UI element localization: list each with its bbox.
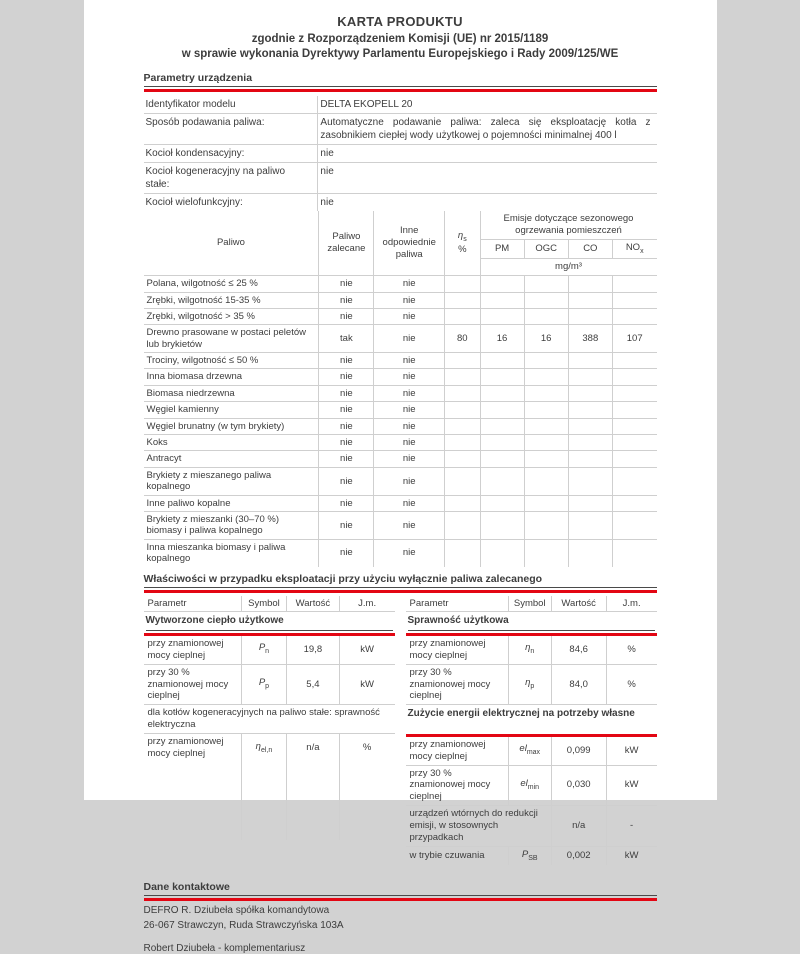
fuel-ogc [524, 467, 568, 495]
fuel-ogc [524, 385, 568, 401]
param-value: 19,8 [287, 636, 340, 664]
fuel-ogc [524, 308, 568, 324]
fuel-pm [480, 385, 524, 401]
info-value: nie [318, 144, 657, 162]
table-row [144, 292, 657, 308]
fuel-nox [612, 418, 656, 434]
table-row [144, 162, 657, 193]
fuel-pm [480, 402, 524, 418]
table-row [144, 734, 395, 762]
other-fuel-column-header: Inne odpowiednie paliwa [374, 211, 445, 276]
param-symbol: $el_{min}$ [508, 765, 551, 806]
fuel-recommended: nie [319, 435, 374, 451]
fuel-name: Węgiel kamienny [144, 402, 319, 418]
fuel-pm [480, 539, 524, 566]
fuel-name: Koks [144, 435, 319, 451]
param-unit: kW [339, 636, 394, 664]
fuel-co [568, 385, 612, 401]
fuel-name: Polana, wilgotność ≤ 25 % [144, 276, 319, 292]
fuel-name: Inne paliwo kopalne [144, 495, 319, 511]
fuel-recommended: nie [319, 467, 374, 495]
fuel-other: nie [374, 353, 445, 369]
symbol-column-header: Symbol [508, 596, 551, 612]
fuel-eta [445, 435, 480, 451]
fuel-recommended: nie [319, 539, 374, 566]
table-row [406, 664, 657, 705]
emissions-unit-header: mg/m³ [480, 259, 657, 276]
table-row [144, 385, 657, 401]
document-title: KARTA PRODUKTU [337, 14, 463, 29]
fuel-nox [612, 292, 656, 308]
fuel-nox [612, 435, 656, 451]
document-page [84, 0, 717, 954]
fuel-co: 388 [568, 325, 612, 353]
fuel-co [568, 512, 612, 540]
info-value: nie [318, 162, 657, 193]
param-unit: - [606, 806, 656, 847]
subsection-heading: Sprawność użytkowa [406, 612, 657, 633]
fuel-ogc [524, 292, 568, 308]
fuel-ogc [524, 539, 568, 566]
fuel-pm [480, 495, 524, 511]
value-column-header: Wartość [287, 596, 340, 612]
param-unit: % [606, 636, 656, 664]
value-column-header: Wartość [551, 596, 606, 612]
fuel-nox [612, 385, 656, 401]
param-value: 0,030 [551, 765, 606, 806]
fuel-nox: 107 [612, 325, 656, 353]
fuel-eta [445, 418, 480, 434]
fuel-other: nie [374, 325, 445, 353]
representative: Robert Dziubeła - komplementariusz [143, 943, 306, 954]
fuel-ogc [524, 495, 568, 511]
empty-cell [287, 762, 340, 840]
param-unit: kW [606, 737, 656, 765]
param-symbol: $P_n$ [241, 636, 286, 664]
fuel-column-header: Paliwo [144, 211, 319, 276]
fuel-nox [612, 369, 656, 385]
fuel-ogc [524, 512, 568, 540]
table-row [144, 325, 657, 353]
heat-output-table [144, 596, 395, 840]
fuel-ogc [524, 418, 568, 434]
param-label: przy znamionowej mocy cieplnej [144, 636, 242, 664]
properties-columns [144, 596, 657, 866]
fuel-pm [480, 418, 524, 434]
fuel-name: Inna biomasa drzewna [144, 369, 319, 385]
fuel-table-header [144, 211, 657, 276]
param-symbol: $\eta_{el,n}$ [241, 734, 286, 762]
subsection-heading: Wytworzone ciepło użytkowe [144, 612, 395, 633]
fuel-pm [480, 451, 524, 467]
fuel-ogc [524, 435, 568, 451]
fuel-eta [445, 308, 480, 324]
param-label: przy znamionowej mocy cieplnej [144, 734, 242, 762]
table-row [144, 451, 657, 467]
fuel-recommended: nie [319, 385, 374, 401]
fuel-name: Antracyt [144, 451, 319, 467]
contact-lines [144, 904, 657, 933]
eta-symbol: $\eta_s$ [457, 229, 467, 243]
ogc-column-header: OGC [524, 239, 568, 259]
fuel-nox [612, 451, 656, 467]
fuel-eta [445, 353, 480, 369]
table-row [406, 596, 657, 612]
fuel-co [568, 276, 612, 292]
document-subtitle-line1: zgodnie z Rozporządzeniem Komisji (UE) nr 2015/1189 [251, 33, 549, 45]
fuel-recommended: tak [319, 325, 374, 353]
fuel-name: Biomasa niedrzewna [144, 385, 319, 401]
fuel-co [568, 292, 612, 308]
fuel-name: Brykiety z mieszanego paliwa kopalnego [144, 467, 319, 495]
fuel-nox [612, 467, 656, 495]
document-subtitle-line2: w sprawie wykonania Dyrektywy Parlamentu Europejskiego i Rady 2009/125/WE [181, 47, 619, 60]
fuel-name: Zrębki, wilgotność > 35 % [144, 308, 319, 324]
param-unit: % [606, 664, 656, 705]
nox-column-header: $NO_x$ [612, 239, 656, 259]
company-address: 26-067 Strawczyn, Ruda Strawczyńska 103A [143, 919, 344, 931]
fuel-co [568, 369, 612, 385]
fuel-co [568, 435, 612, 451]
table-row [406, 737, 657, 765]
table-row [144, 596, 395, 612]
red-rule [144, 89, 657, 92]
table-row [144, 467, 657, 495]
fuel-eta [445, 512, 480, 540]
fuel-pm [480, 369, 524, 385]
param-symbol: $el_{max}$ [508, 737, 551, 765]
empty-cell [144, 762, 242, 840]
fuel-recommended: nie [319, 292, 374, 308]
device-info-table [144, 96, 657, 211]
fuel-ogc: 16 [524, 325, 568, 353]
param-column-header: Parametr [406, 596, 509, 612]
info-label: Kocioł wielofunkcyjny: [144, 193, 318, 211]
co-column-header: CO [568, 239, 612, 259]
info-label: Kocioł kondensacyjny: [144, 144, 318, 162]
fuel-ogc [524, 276, 568, 292]
fuel-name: Drewno prasowane w postaci peletów lub brykietów [144, 325, 319, 353]
fuel-co [568, 353, 612, 369]
table-row [144, 435, 657, 451]
empty-cell [241, 762, 286, 840]
fuel-pm [480, 512, 524, 540]
fuel-nox [612, 539, 656, 566]
fuel-nox [612, 353, 656, 369]
contact-section [144, 881, 657, 954]
fuel-eta [445, 369, 480, 385]
fuel-name: Zrębki, wilgotność 15-35 % [144, 292, 319, 308]
fuel-other: nie [374, 369, 445, 385]
fuel-recommended: nie [319, 369, 374, 385]
param-value: 84,0 [551, 664, 606, 705]
info-value: Automatyczne podawanie paliwa: zaleca się eksploatację kotła z zasobnikiem ciepłej wody użytkowej o pojemności minimalnej 400 l [318, 113, 657, 144]
table-row [144, 612, 395, 633]
table-row [144, 664, 395, 705]
param-unit: kW [606, 765, 656, 806]
emissions-group-header: Emisje dotyczące sezonowego ogrzewania pomieszczeń [480, 211, 657, 239]
param-unit: kW [339, 664, 394, 705]
fuel-recommended: nie [319, 495, 374, 511]
fuel-pm [480, 467, 524, 495]
fuel-other: nie [374, 451, 445, 467]
company-name: DEFRO R. Dziubeła spółka komandytowa [143, 905, 330, 917]
param-symbol: $\eta_p$ [508, 664, 551, 705]
table-row [144, 705, 395, 734]
table-row [144, 539, 657, 566]
table-row [144, 193, 657, 211]
fuel-recommended: nie [319, 276, 374, 292]
param-value: 84,6 [551, 636, 606, 664]
fuel-other: nie [374, 308, 445, 324]
fuel-eta [445, 402, 480, 418]
fuel-co [568, 308, 612, 324]
fuel-recommended: nie [319, 451, 374, 467]
fuel-other: nie [374, 539, 445, 566]
fuel-other: nie [374, 495, 445, 511]
fuel-other: nie [374, 276, 445, 292]
fuel-recommended: nie [319, 512, 374, 540]
param-label: urządzeń wtórnych do redukcji emisji, w stosownych przypadkach [406, 806, 552, 847]
section-heading-contact: Dane kontaktowe [144, 881, 657, 896]
fuel-eta [445, 292, 480, 308]
table-row [406, 846, 657, 865]
fuel-ogc [524, 369, 568, 385]
fuel-eta [445, 276, 480, 292]
param-unit: % [339, 734, 394, 762]
fuel-nox [612, 276, 656, 292]
table-row [144, 96, 657, 114]
info-label: Sposób podawania paliwa: [144, 113, 318, 144]
eta-column-header [445, 211, 480, 276]
fuel-recommended: nie [319, 418, 374, 434]
fuel-ogc [524, 451, 568, 467]
spacer [406, 723, 657, 734]
param-column-header: Parametr [144, 596, 242, 612]
fuel-nox [612, 308, 656, 324]
param-unit: kW [606, 846, 656, 865]
empty-cell [339, 762, 394, 840]
table-row [406, 806, 657, 847]
document-title-block [144, 14, 657, 62]
info-value: nie [318, 193, 657, 211]
fuel-eta: 80 [445, 325, 480, 353]
fuel-eta [445, 385, 480, 401]
red-rule [144, 898, 657, 901]
fuel-other: nie [374, 402, 445, 418]
fuel-pm [480, 276, 524, 292]
param-label: w trybie czuwania [406, 846, 509, 865]
eta-unit: % [458, 244, 467, 256]
fuel-ogc [524, 402, 568, 418]
symbol-column-header: Symbol [241, 596, 286, 612]
table-row [144, 211, 657, 239]
param-value: 0,002 [551, 846, 606, 865]
fuel-other: nie [374, 435, 445, 451]
table-row [406, 705, 657, 723]
fuel-other: nie [374, 418, 445, 434]
span-note: dla kotłów kogeneracyjnych na paliwo stałe: sprawność elektryczna [144, 705, 395, 734]
table-row [144, 113, 657, 144]
properties-right-column [406, 596, 657, 866]
table-row [144, 144, 657, 162]
fuel-other: nie [374, 467, 445, 495]
fuel-eta [445, 539, 480, 566]
fuel-nox [612, 512, 656, 540]
fuel-pm [480, 308, 524, 324]
fuel-name: Węgiel brunatny (w tym brykiety) [144, 418, 319, 434]
properties-left-column [144, 596, 395, 866]
fuel-co [568, 467, 612, 495]
fuel-name: Trociny, wilgotność ≤ 50 % [144, 353, 319, 369]
fuel-recommended: nie [319, 308, 374, 324]
table-row [406, 612, 657, 633]
fuel-pm [480, 353, 524, 369]
param-label: przy 30 % znamionowej mocy cieplnej [144, 664, 242, 705]
unit-column-header: J.m. [606, 596, 656, 612]
section-heading-parameters: Parametry urządzenia [144, 72, 657, 87]
fuel-ogc [524, 353, 568, 369]
param-value: n/a [551, 806, 606, 847]
table-row [144, 418, 657, 434]
fuel-pm [480, 435, 524, 451]
param-value: 0,099 [551, 737, 606, 765]
table-row [144, 512, 657, 540]
fuel-co [568, 451, 612, 467]
param-label: przy 30 % znamionowej mocy cieplnej [406, 765, 509, 806]
param-symbol: $P_{SB}$ [508, 846, 551, 865]
fuel-table [144, 211, 657, 567]
param-value: 5,4 [287, 664, 340, 705]
table-row [406, 636, 657, 664]
unit-column-header: J.m. [339, 596, 394, 612]
table-row [144, 353, 657, 369]
param-symbol: $\eta_n$ [508, 636, 551, 664]
efficiency-table [406, 596, 657, 866]
table-row [144, 276, 657, 292]
table-row [144, 369, 657, 385]
table-row [144, 495, 657, 511]
fuel-co [568, 418, 612, 434]
fuel-co [568, 402, 612, 418]
fuel-recommended: nie [319, 402, 374, 418]
fuel-eta [445, 451, 480, 467]
info-value: DELTA EKOPELL 20 [318, 96, 657, 114]
table-row [144, 636, 395, 664]
fuel-nox [612, 402, 656, 418]
table-row [144, 308, 657, 324]
fuel-nox [612, 495, 656, 511]
fuel-recommended: nie [319, 353, 374, 369]
fuel-co [568, 495, 612, 511]
table-row [144, 762, 395, 840]
section-heading-properties: Właściwości w przypadku eksploatacji przy użyciu wyłącznie paliwa zalecanego [144, 573, 657, 588]
fuel-eta [445, 467, 480, 495]
fuel-name: Inna mieszanka biomasy i paliwa kopalnego [144, 539, 319, 566]
table-row [144, 402, 657, 418]
param-symbol: $P_p$ [241, 664, 286, 705]
red-rule [144, 590, 657, 593]
info-label: Kocioł kogeneracyjny na paliwo stałe: [144, 162, 318, 193]
fuel-other: nie [374, 385, 445, 401]
param-label: przy znamionowej mocy cieplnej [406, 636, 509, 664]
fuel-eta [445, 495, 480, 511]
recommended-column-header: Paliwo zalecane [319, 211, 374, 276]
fuel-pm: 16 [480, 325, 524, 353]
fuel-co [568, 539, 612, 566]
fuel-other: nie [374, 512, 445, 540]
subsection-heading: Zużycie energii elektrycznej na potrzeby własne [406, 705, 657, 723]
param-label: przy 30 % znamionowej mocy cieplnej [406, 664, 509, 705]
fuel-name: Brykiety z mieszanki (30–70 %) biomasy i paliwa kopalnego [144, 512, 319, 540]
param-label: przy znamionowej mocy cieplnej [406, 737, 509, 765]
info-label: Identyfikator modelu [144, 96, 318, 114]
fuel-pm [480, 292, 524, 308]
fuel-other: nie [374, 292, 445, 308]
param-value: n/a [287, 734, 340, 762]
pm-column-header: PM [480, 239, 524, 259]
